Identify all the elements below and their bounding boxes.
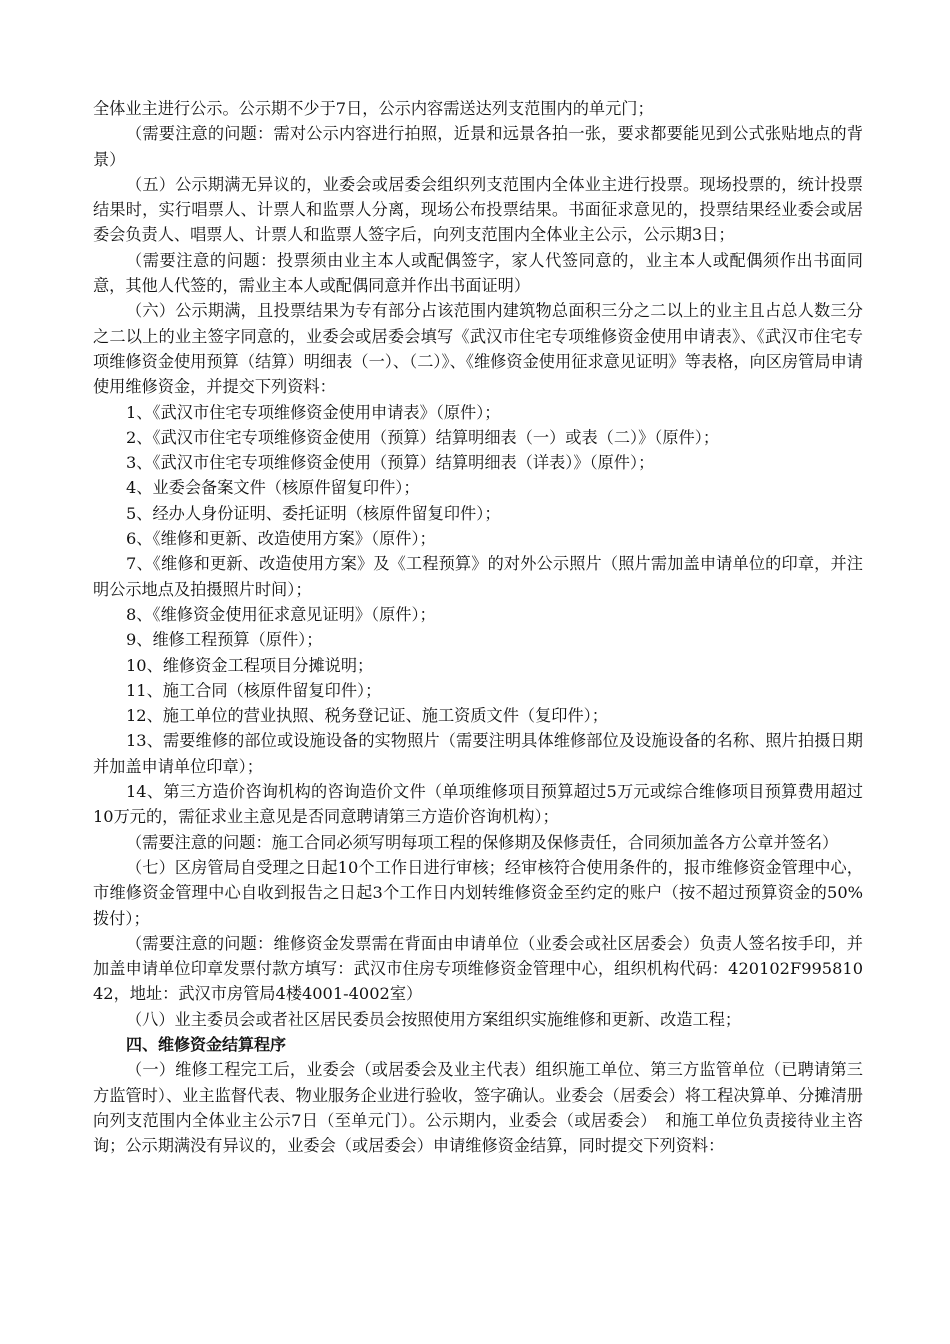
paragraph-step-6-application: （六）公示期满，且投票结果为专有部分占该范围内建筑物总面积三分之二以上的业主且占总人数三分之二以上的业主签字同意的，业委会或居委会填写《武汉市住宅专项维修资金使用申请表》、《武汉市住宅专项维修资金使用预算（结算）明细表（一）、（二）》、《维修资金使用征求意见证明》等表格，向区房管局申请使用维修资金，并提交下列资料： bbox=[93, 301, 863, 397]
list-item-6: 6、《维修和更新、改造使用方案》（原件）； bbox=[126, 529, 436, 549]
list-item-7: 7、《维修和更新、改造使用方案》及《工程预算》的对外公示照片（照片需加盖申请单位的印章，并注明公示地点及拍摄照片时间）； bbox=[93, 554, 863, 599]
list-item-12: 12、施工单位的营业执照、税务登记证、施工资质文件（复印件）； bbox=[126, 706, 608, 726]
list-item-1: 1、《武汉市住宅专项维修资金使用申请表》（原件）； bbox=[126, 402, 501, 422]
note-photo-requirement: （需要注意的问题：需对公示内容进行拍照，近景和远景各拍一张，要求都要能见到公式张贴地点的背景） bbox=[93, 124, 863, 169]
list-item-13: 13、需要维修的部位或设施设备的实物照片（需要注明具体维修部位及设施设备的名称、照片拍摄日期并加盖申请单位印章）； bbox=[93, 731, 863, 776]
list-item-14: 14、第三方造价咨询机构的咨询造价文件（单项维修项目预算超过5万元或综合维修项目预算费用超过10万元的，需征求业主意见是否同意聘请第三方造价咨询机构）； bbox=[93, 782, 863, 827]
paragraph-step-5-voting: （五）公示期满无异议的，业委会或居委会组织列支范围内全体业主进行投票。现场投票的，统计投票结果时，实行唱票人、计票人和监票人分离，现场公布投票结果。书面征求意见的，投票结果经业委会或居委会负责人、唱票人、计票人和监票人签字后，向列支范围内全体业主公示，公示期3日； bbox=[93, 174, 863, 245]
list-item-9: 9、维修工程预算（原件）； bbox=[126, 630, 323, 650]
paragraph-step-7-review: （七）区房管局自受理之日起10个工作日进行审核；经审核符合使用条件的，报市维修资金管理中心，市维修资金管理中心自收到报告之日起3个工作日内划转维修资金至约定的账户（按不超过预算资金的50%拨付）； bbox=[93, 857, 863, 928]
list-item-4: 4、业委会备案文件（核原件留复印件）； bbox=[126, 478, 420, 498]
list-item-8: 8、《维修资金使用征求意见证明》（原件）； bbox=[126, 604, 436, 624]
document-body bbox=[93, 96, 863, 1158]
note-invoice-requirement: （需要注意的问题：维修资金发票需在背面由申请单位（业委会或社区居委会）负责人签名按手印，并加盖申请单位印章发票付款方填写：武汉市住房专项维修资金管理中心，组织机构代码：420102F99581042，地址：武汉市房管局4楼4001-4002室） bbox=[93, 933, 863, 1004]
note-voting-signature: （需要注意的问题：投票须由业主本人或配偶签字，家人代签同意的，业主本人或配偶须作出书面同意，其他人代签的，需业主本人或配偶同意并作出书面证明） bbox=[93, 250, 863, 296]
note-contract-warranty: （需要注意的问题：施工合同必须写明每项工程的保修期及保修责任，合同须加盖各方公章并签名） bbox=[126, 832, 839, 852]
list-item-2: 2、《武汉市住宅专项维修资金使用（预算）结算明细表（一）或表（二）》（原件）； bbox=[126, 427, 720, 447]
list-item-10: 10、维修资金工程项目分摊说明； bbox=[126, 655, 374, 675]
list-item-5: 5、经办人身份证明、委托证明（核原件留复印件）； bbox=[126, 503, 501, 523]
paragraph-settlement-step-1: （一）维修工程完工后，业委会（或居委会及业主代表）组织施工单位、第三方监管单位（已聘请第三方监管时）、业主监督代表、物业服务企业进行验收，签字确认。业委会（居委会）将工程决算单、分摊清册向列支范围内全体业主公示7日（至单元门）。公示期内，业委会（或居委会） 和施工单位负责接待业主咨询；公示期满没有异议的，业委会（或居委会）申请维修资金结算，同时提交下列资料： bbox=[93, 1060, 863, 1156]
list-item-11: 11、施工合同（核原件留复印件）； bbox=[126, 680, 382, 700]
list-item-3: 3、《武汉市住宅专项维修资金使用（预算）结算明细表（详表）》（原件）； bbox=[126, 453, 655, 473]
paragraph-publicity-continuation: 全体业主进行公示。公示期不少于7日，公示内容需送达列支范围内的单元门； bbox=[93, 99, 654, 118]
section-heading-settlement: 四、维修资金结算程序 bbox=[126, 1034, 287, 1054]
paragraph-step-8-implementation: （八）业主委员会或者社区居民委员会按照使用方案组织实施维修和更新、改造工程； bbox=[126, 1009, 742, 1029]
